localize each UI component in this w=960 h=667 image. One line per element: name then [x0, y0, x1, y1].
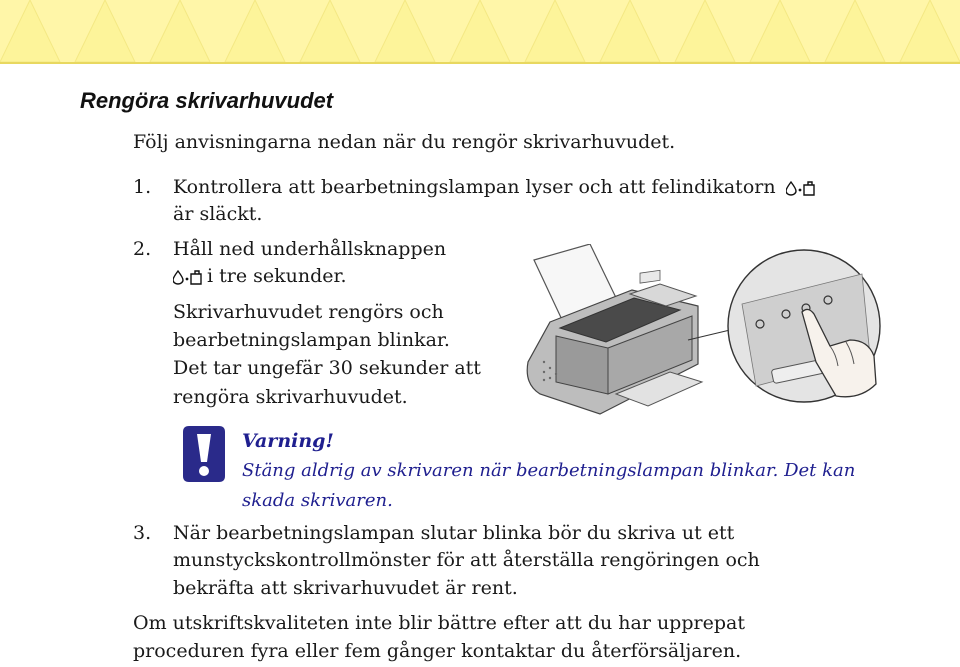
- decorative-banner: [0, 0, 960, 62]
- step-2-line-3: Skrivarhuvudet rengörs och: [173, 301, 444, 323]
- banner-divider: [0, 62, 960, 64]
- step-3-line-3: bekräfta att skrivarhuvudet är rent.: [173, 577, 518, 599]
- warning-line-1: Stäng aldrig av skrivaren när bearbetningslampan blinkar. Det kan: [242, 460, 856, 481]
- maintenance-button-icon: [173, 269, 203, 285]
- closing-line-2: proceduren fyra eller fem gånger kontaktar du återförsäljaren.: [133, 640, 742, 662]
- step-1-text: Kontrollera att bearbetningslampan lyser och att felindikatorn: [173, 176, 776, 198]
- page-title: Rengöra skrivarhuvudet: [80, 88, 334, 113]
- warning-body: [242, 456, 902, 516]
- step-3-number: 3.: [133, 522, 152, 544]
- step-2-text-2: i tre sekunder.: [207, 265, 347, 287]
- step-1-line-1: [173, 173, 816, 201]
- step-3-line-1: När bearbetningslampan slutar blinka bör du skriva ut ett: [173, 522, 735, 544]
- step-2-line-2: [173, 262, 347, 290]
- step-1-number: 1.: [133, 176, 152, 198]
- step-2-number: 2.: [133, 238, 152, 260]
- step-2-line-4: bearbetningslampan blinkar.: [173, 329, 450, 351]
- closing-line-1: Om utskriftskvaliteten inte blir bättre efter att du har upprepat: [133, 612, 745, 634]
- intro-text: Följ anvisningarna nedan när du rengör skrivarhuvudet.: [133, 131, 676, 153]
- printer-illustration: [520, 244, 885, 419]
- step-2-line-5: Det tar ungefär 30 sekunder att: [173, 357, 481, 379]
- step-2-line-6: rengöra skrivarhuvudet.: [173, 386, 408, 408]
- step-1-line-2: är släckt.: [173, 203, 263, 225]
- step-2-line-1: Håll ned underhållsknappen: [173, 238, 447, 260]
- step-3-line-2: munstyckskontrollmönster för att återställa rengöringen och: [173, 549, 760, 571]
- error-lamp-icon: [786, 180, 816, 196]
- warning-line-2: skada skrivaren.: [242, 490, 393, 511]
- warning-title: Varning!: [242, 430, 334, 452]
- warning-icon: [183, 426, 225, 482]
